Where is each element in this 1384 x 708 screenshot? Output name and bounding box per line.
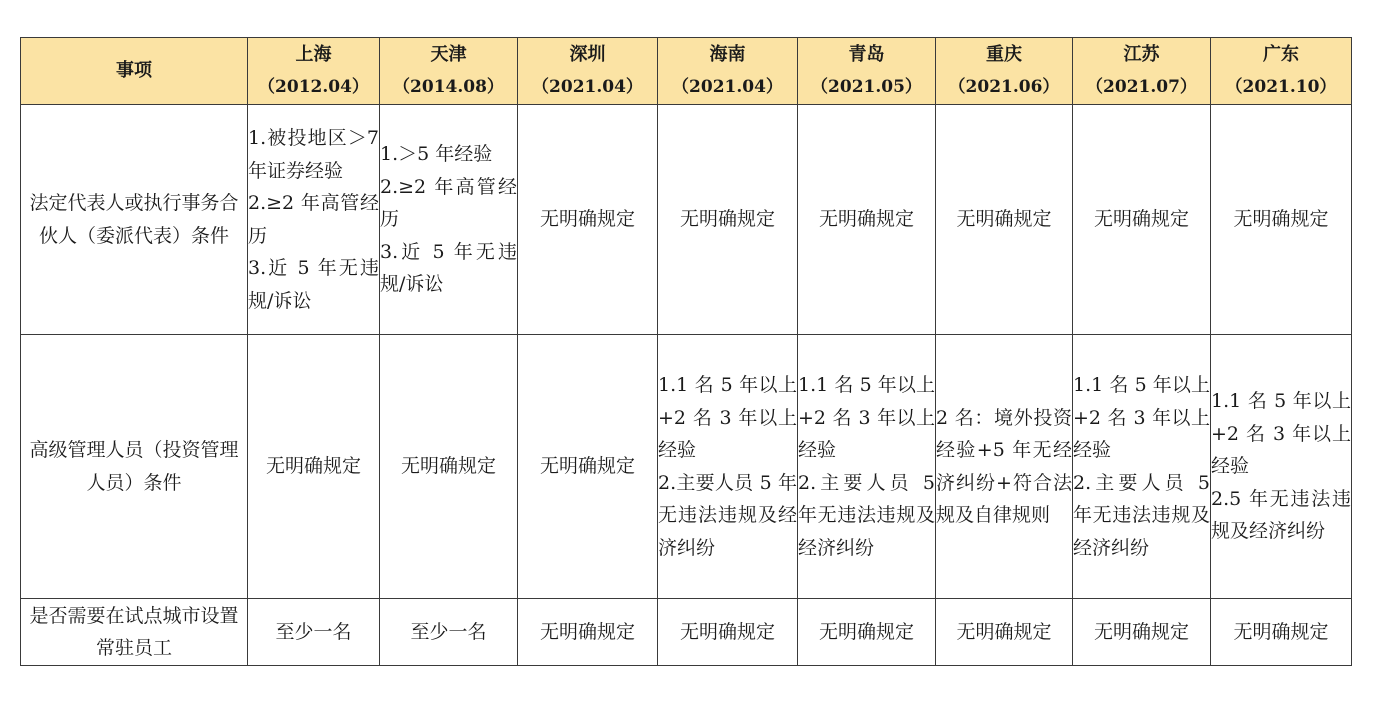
header-region: 天津 （2014.08） (380, 38, 518, 105)
table-row (21, 599, 1352, 666)
header-region: 江苏 （2021.07） (1073, 38, 1211, 105)
table-cell: 至少一名 (248, 599, 380, 666)
header-row (21, 38, 1352, 105)
comparison-table (20, 37, 1352, 666)
table-cell: 1.1 名 5 年以上+2 名 3 年以上经验 2.主要人员 5 年无违法违规及经济纠纷 (1073, 335, 1211, 599)
header-region: 广东 （2021.10） (1211, 38, 1352, 105)
row-label: 是否需要在试点城市设置常驻员工 (21, 599, 248, 666)
table-cell: 无明确规定 (1211, 599, 1352, 666)
table-cell: 无明确规定 (518, 599, 658, 666)
table-cell: 无明确规定 (518, 335, 658, 599)
table-row (21, 335, 1352, 599)
table-cell: 1.＞5 年经验 2.≥2 年高管经历 3.近 5 年无违规/诉讼 (380, 105, 518, 335)
table-cell: 2 名：境外投资经验+5 年无经济纠纷+符合法规及自律规则 (936, 335, 1073, 599)
table-cell: 无明确规定 (936, 105, 1073, 335)
table-cell: 无明确规定 (658, 599, 798, 666)
table-cell: 无明确规定 (798, 599, 936, 666)
table-cell: 无明确规定 (936, 599, 1073, 666)
table-row (21, 105, 1352, 335)
table-cell: 1.被投地区＞7 年证券经验 2.≥2 年高管经历 3.近 5 年无违规/诉讼 (248, 105, 380, 335)
header-item: 事项 (21, 38, 248, 105)
table-cell: 1.1 名 5 年以上+2 名 3 年以上经验 2.主要人员 5 年无违法违规及经济纠纷 (798, 335, 936, 599)
table-cell: 无明确规定 (380, 335, 518, 599)
header-region: 上海 （2012.04） (248, 38, 380, 105)
table-cell: 无明确规定 (658, 105, 798, 335)
table-cell: 无明确规定 (1073, 599, 1211, 666)
header-region: 重庆 （2021.06） (936, 38, 1073, 105)
header-region: 青岛 （2021.05） (798, 38, 936, 105)
table-cell: 无明确规定 (1073, 105, 1211, 335)
row-label: 法定代表人或执行事务合伙人（委派代表）条件 (21, 105, 248, 335)
table-cell: 1.1 名 5 年以上+2 名 3 年以上经验 2.主要人员 5 年无违法违规及经济纠纷 (658, 335, 798, 599)
header-region: 海南 （2021.04） (658, 38, 798, 105)
header-region: 深圳 （2021.04） (518, 38, 658, 105)
table-cell: 无明确规定 (1211, 105, 1352, 335)
table-cell: 至少一名 (380, 599, 518, 666)
table-cell: 无明确规定 (798, 105, 936, 335)
row-label: 高级管理人员（投资管理人员）条件 (21, 335, 248, 599)
table-cell: 1.1 名 5 年以上+2 名 3 年以上经验 2.5 年无违法违规及经济纠纷 (1211, 335, 1352, 599)
table-cell: 无明确规定 (518, 105, 658, 335)
table-cell: 无明确规定 (248, 335, 380, 599)
